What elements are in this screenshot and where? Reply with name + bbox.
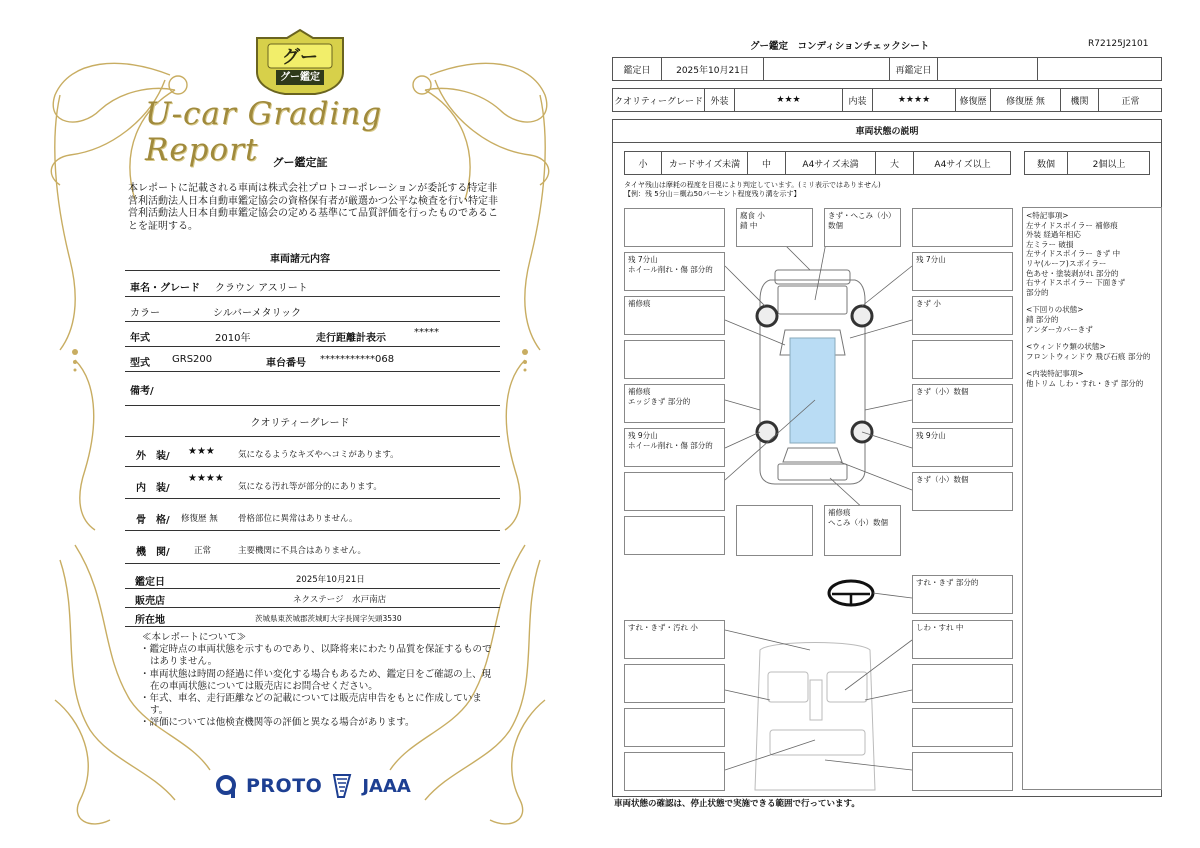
- color-value: シルバーメタリック: [213, 308, 302, 319]
- reinspect-label: 再鑑定日: [889, 58, 937, 80]
- divider: [125, 405, 500, 406]
- interior-label: 内装: [842, 89, 872, 111]
- large-desc: A4サイズ以上: [913, 152, 1011, 174]
- condition-sheet-panel: [600, 0, 1200, 848]
- certificate-title: グー鑑定証: [272, 156, 328, 169]
- repair-value: 修復歴 無: [990, 89, 1060, 111]
- count-label: 数個: [1036, 159, 1055, 170]
- engine-label: 機 関/: [136, 547, 170, 558]
- callout-box: 残 9分山: [912, 428, 1013, 467]
- callout-box: きず（小）数個: [912, 472, 1013, 511]
- callout-box: [624, 472, 725, 511]
- interior-label: 内 装/: [136, 483, 170, 494]
- callout-box: 腐食 小 錆 中: [736, 208, 813, 247]
- chassis-value: ***********068: [320, 354, 395, 365]
- callout-box: [736, 505, 813, 556]
- small-desc: カードサイズ未満: [661, 152, 747, 174]
- callout-box: [624, 516, 725, 555]
- dealer-value: ネクステージ 水戸南店: [293, 595, 387, 605]
- engine-value: 正常: [194, 546, 212, 556]
- note-item: ・車両状態は時間の経過に伴い変化する場合もあるため、鑑定日をご確認の上、現在の車両状態については販売店にお問合せください。: [140, 668, 492, 692]
- divider: [125, 530, 500, 531]
- color-label: カラー: [130, 308, 160, 319]
- callout-box: 残 7分山: [912, 252, 1013, 291]
- divider: [125, 588, 500, 589]
- interior-stars: ★★★★: [872, 89, 955, 111]
- proto-logo-icon: [216, 774, 236, 798]
- divider: [125, 346, 500, 347]
- mileage-label: 走行距離計表示: [316, 333, 386, 344]
- divider: [125, 563, 500, 564]
- interior-stars: ★★★★: [188, 473, 224, 484]
- note-item: ・評価については他検査機関等の評価と異なる場合があります。: [140, 717, 415, 729]
- callout-box: きず・へこみ（小）数個: [824, 208, 901, 247]
- model-value: GRS200: [172, 354, 213, 365]
- special-notes: <特記事項> 左サイドスポイラー 補修痕 外装 経過年相応 左ミラー 破損 左サイドスポイラー きず 中 リヤ(ルーフ)スポイラー 色あせ・塗装剥がれ 部分的 右サイドスポイラー 下面きず 部分的 <下回りの状態> 錆 部分的 アンダーカバーきず <ウィンドウ類の状態> フロントウィンドウ 飛び石痕 部分的 <内装特記事項> 他トリム しわ・すれ・きず 部分的: [1022, 207, 1162, 790]
- mid-label: 中: [747, 152, 785, 174]
- car-interior-icon: [755, 643, 875, 791]
- year-label: 年式: [130, 333, 150, 344]
- sheet-title: グー鑑定 コンディションチェックシート: [750, 41, 930, 52]
- jaaa-logo-icon: [332, 773, 352, 799]
- small-label: 小: [638, 159, 648, 170]
- jaaa-logo-text: JAAA: [362, 775, 411, 797]
- large-label: 大: [875, 152, 913, 174]
- doc-id: R72125J2101: [1088, 39, 1149, 49]
- callout-box: 補修痕: [624, 296, 725, 335]
- svg-text:グー: グー: [282, 47, 318, 68]
- chassis-label: 車台番号: [266, 358, 306, 369]
- name-label: 車名・グレード: [130, 283, 200, 294]
- badge-label: グー鑑定: [280, 72, 320, 83]
- callout-box: [912, 752, 1013, 791]
- callout-box: [624, 708, 725, 747]
- script-title: U-car Grading Report: [145, 96, 383, 168]
- quality-title: クオリティーグレード: [250, 418, 350, 429]
- callout-box: [624, 208, 725, 247]
- exterior-text: 気になるようなキズやヘコミがあります。: [238, 450, 399, 460]
- exterior-label: 外 装/: [136, 451, 170, 462]
- address-label: 所在地: [135, 615, 165, 626]
- name-value: クラウン アスリート: [215, 283, 308, 294]
- callout-box: [912, 340, 1013, 379]
- engine-text: 主要機関に不具合はありません。: [238, 546, 367, 556]
- engine-label: 機関: [1060, 89, 1098, 111]
- divider: [125, 296, 500, 297]
- steering-wheel-icon: [829, 581, 873, 605]
- callout-box: しわ・すれ 中: [912, 620, 1013, 659]
- exterior-label: 外装: [704, 89, 734, 111]
- proto-logo-text: PROTO: [246, 775, 323, 797]
- repair-label: 修復歴: [955, 89, 990, 111]
- callout-box: 残 7分山 ホイール削れ・傷 部分的: [624, 252, 725, 291]
- callout-box: きず 小: [912, 296, 1013, 335]
- tire-note: タイヤ残山は摩耗の程度を目視により判定しています。(ミリ表示ではありません): [624, 181, 881, 189]
- divider: [125, 436, 500, 437]
- frame-label: 骨 格/: [136, 515, 170, 526]
- callout-box: 補修痕 へこみ（小）数個: [824, 505, 901, 556]
- date-value: 2025年10月21日: [661, 58, 763, 80]
- callout-box: [912, 664, 1013, 703]
- tire-example: 【例：残 5分山＝概ね50パーセント程度残り溝を示す】: [624, 190, 801, 198]
- model-label: 型式: [130, 358, 150, 369]
- logos: [216, 770, 411, 802]
- interior-text: 気になる汚れ等が部分的にあります。: [238, 482, 382, 492]
- callout-box: すれ・きず・汚れ 小: [624, 620, 725, 659]
- certificate-text: 本レポートに記載される車両は株式会社プロトコーポレーションが委託する特定非営利活動法人日本自動車鑑定協会の資格保有者が厳選かつ公平な検査を行い特定非営利活動法人日本自動車鑑定協会の定める基準にて品質評価を行ったものであることを証明する。: [128, 183, 498, 232]
- note-item: ・鑑定時点の車両状態を示すものであり、以降将来にわたり品質を保証するものではありません。: [140, 644, 492, 668]
- callout-box: 残 9分山 ホイール削れ・傷 部分的: [624, 428, 725, 467]
- dealer-label: 販売店: [135, 596, 165, 607]
- footer-note: 車両状態の確認は、停止状態で実施できる範囲で行っています。: [614, 799, 860, 809]
- mid-desc: A4サイズ未満: [785, 152, 875, 174]
- address-value: 茨城県東茨城郡茨城町大字長岡字矢頭3530: [255, 614, 402, 623]
- notes-heading: ≪本レポートについて≫: [142, 632, 247, 643]
- callout-box: すれ・きず 部分的: [912, 575, 1013, 614]
- callout-box: 補修痕 エッジきず 部分的: [624, 384, 725, 423]
- date-label: 鑑定日: [623, 65, 651, 76]
- divider: [125, 498, 500, 499]
- engine-value: 正常: [1098, 89, 1162, 111]
- spec-title: 車両諸元内容: [270, 254, 330, 265]
- report-notes: [138, 632, 498, 730]
- date-label: 鑑定日: [135, 577, 165, 588]
- exterior-stars: ★★★: [188, 446, 215, 457]
- divider: [125, 626, 500, 627]
- callout-box: [624, 752, 725, 791]
- note-item: ・年式、車名、走行距離などの記載については販売店申告をもとに作成しています。: [140, 693, 482, 717]
- mileage-value: *****: [414, 327, 439, 338]
- divider: [125, 321, 500, 322]
- section-title: 車両状態の説明: [612, 119, 1162, 143]
- divider: [125, 466, 500, 467]
- count-value: 2個以上: [1067, 152, 1150, 174]
- quality-label: クオリティーグレード: [613, 96, 704, 107]
- callout-box: [624, 664, 725, 703]
- callout-box: [912, 708, 1013, 747]
- callout-box: [912, 208, 1013, 247]
- car-top-view-icon: [760, 270, 865, 484]
- callout-box: きず（小）数個: [912, 384, 1013, 423]
- divider: [125, 371, 500, 372]
- divider: [125, 270, 500, 271]
- date-value: 2025年10月21日: [296, 575, 365, 585]
- divider: [125, 607, 500, 608]
- exterior-stars: ★★★: [734, 89, 842, 111]
- frame-value: 修復歴 無: [181, 514, 218, 524]
- remarks-label: 備考/: [130, 386, 154, 397]
- frame-text: 骨格部位に異常はありません。: [238, 514, 358, 524]
- year-value: 2010年: [215, 333, 251, 344]
- callout-box: [624, 340, 725, 379]
